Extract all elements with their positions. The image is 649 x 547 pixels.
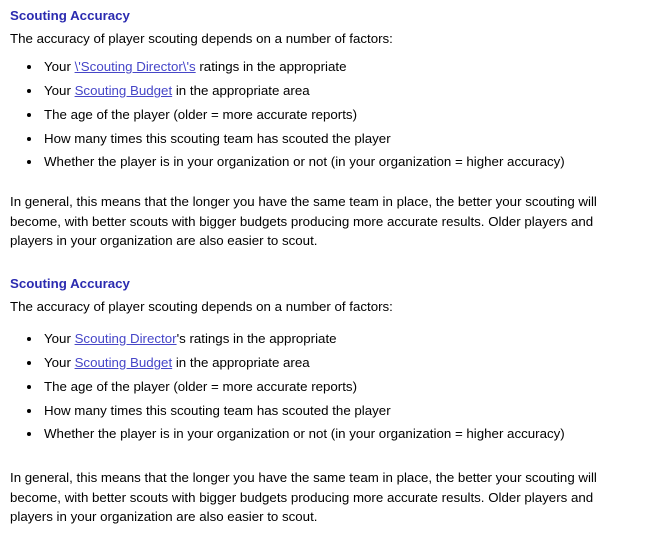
factors-list	[10, 58, 639, 172]
scouting-director-link[interactable]: Scouting Director	[74, 330, 177, 346]
list-item-text-pre: Your	[44, 82, 75, 98]
list-item	[42, 58, 639, 77]
list-item-text-post: 's ratings in the appropriate	[176, 330, 337, 346]
list-item	[42, 425, 639, 444]
section-scouting-accuracy-1	[10, 8, 639, 250]
intro-paragraph: The accuracy of player scouting depends on a number of factors:	[10, 299, 393, 315]
list-item	[42, 82, 639, 101]
list-item	[42, 153, 639, 172]
list-item-text-pre: Whether the player is in your organization or not (in your organization = higher accuracy)	[44, 154, 565, 170]
page-title: Scouting Accuracy	[10, 8, 130, 23]
list-item	[42, 378, 639, 397]
list-item-text-pre: Your	[44, 58, 75, 74]
list-item-text-pre: How many times this scouting team has scouted the player	[44, 130, 391, 146]
list-item	[42, 106, 639, 125]
section-title: Scouting Accuracy	[10, 276, 130, 292]
list-item	[42, 130, 639, 149]
list-item-text-post: in the appropriate area	[172, 82, 310, 98]
intro-paragraph: The accuracy of player scouting depends on a number of factors:	[10, 30, 393, 46]
summary-paragraph: In general, this means that the longer you have the same team in place, the better your scouting will become, with better scouts with bigger budgets producing more accurate results. Older players and players in your organization are also easier to scout.	[10, 470, 597, 524]
list-item-text-pre: The age of the player (older = more accurate reports)	[44, 106, 358, 122]
list-item-text-pre: Your	[44, 354, 75, 370]
list-item-text-pre: The age of the player (older = more accurate reports)	[44, 378, 358, 394]
list-item-text-pre: Whether the player is in your organization or not (in your organization = higher accuracy)	[44, 426, 565, 442]
list-item	[42, 330, 639, 349]
section-scouting-accuracy-2	[10, 276, 639, 526]
factors-list	[10, 330, 639, 444]
summary-paragraph: In general, this means that the longer you have the same team in place, the better your scouting will become, with better scouts with bigger budgets producing more accurate results. Older players and players in your organization are also easier to scout.	[10, 194, 597, 248]
list-item-text-post: ratings in the appropriate	[195, 58, 347, 74]
scouting-budget-link[interactable]: Scouting Budget	[74, 354, 173, 370]
scouting-budget-link[interactable]: Scouting Budget	[74, 82, 173, 98]
list-item-text-pre: How many times this scouting team has scouted the player	[44, 402, 391, 418]
list-item-text-post: in the appropriate area	[172, 354, 310, 370]
list-item-text-pre: Your	[44, 330, 75, 346]
list-item	[42, 402, 639, 421]
scouting-director-link[interactable]: \'Scouting Director\'s	[74, 58, 196, 74]
list-item	[42, 354, 639, 373]
